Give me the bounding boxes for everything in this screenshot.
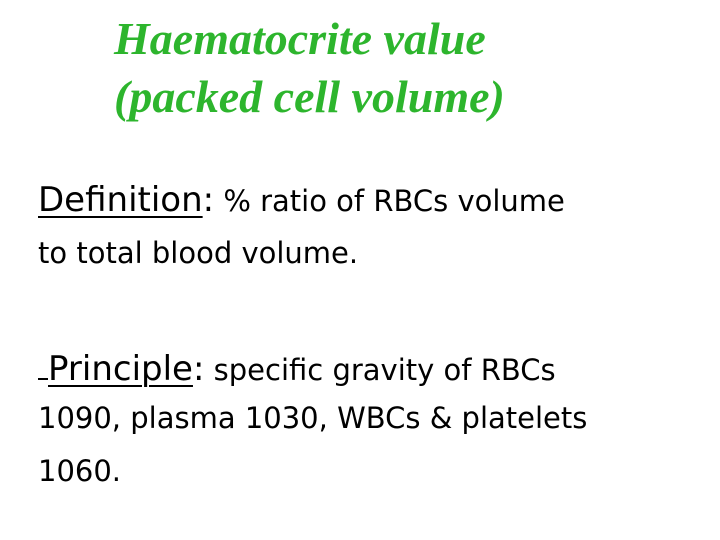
principle-text-3: 1060. [38,454,122,488]
principle-text-1: specific gravity of RBCs [204,353,556,387]
slide-title [114,10,674,126]
principle-line-2 [38,401,587,435]
definition-text-2: to total blood volume. [38,236,359,270]
definition-line-1 [38,180,565,220]
principle-colon: : [192,349,205,389]
principle-underline-lead [38,344,48,380]
definition-colon: : [202,180,215,220]
definition-line-2 [38,236,358,270]
definition-text-1: % ratio of RBCs volume [214,184,565,218]
principle-term: Principle [48,349,193,389]
principle-text-2: 1090, plasma 1030, WBCs & platelets [38,401,588,435]
definition-term: Definition [38,180,203,220]
principle-line-3 [38,454,121,488]
title-line-2: (packed cell volume) [114,71,505,122]
title-line-1: Haematocrite value [114,13,486,64]
principle-line-1 [38,344,556,389]
